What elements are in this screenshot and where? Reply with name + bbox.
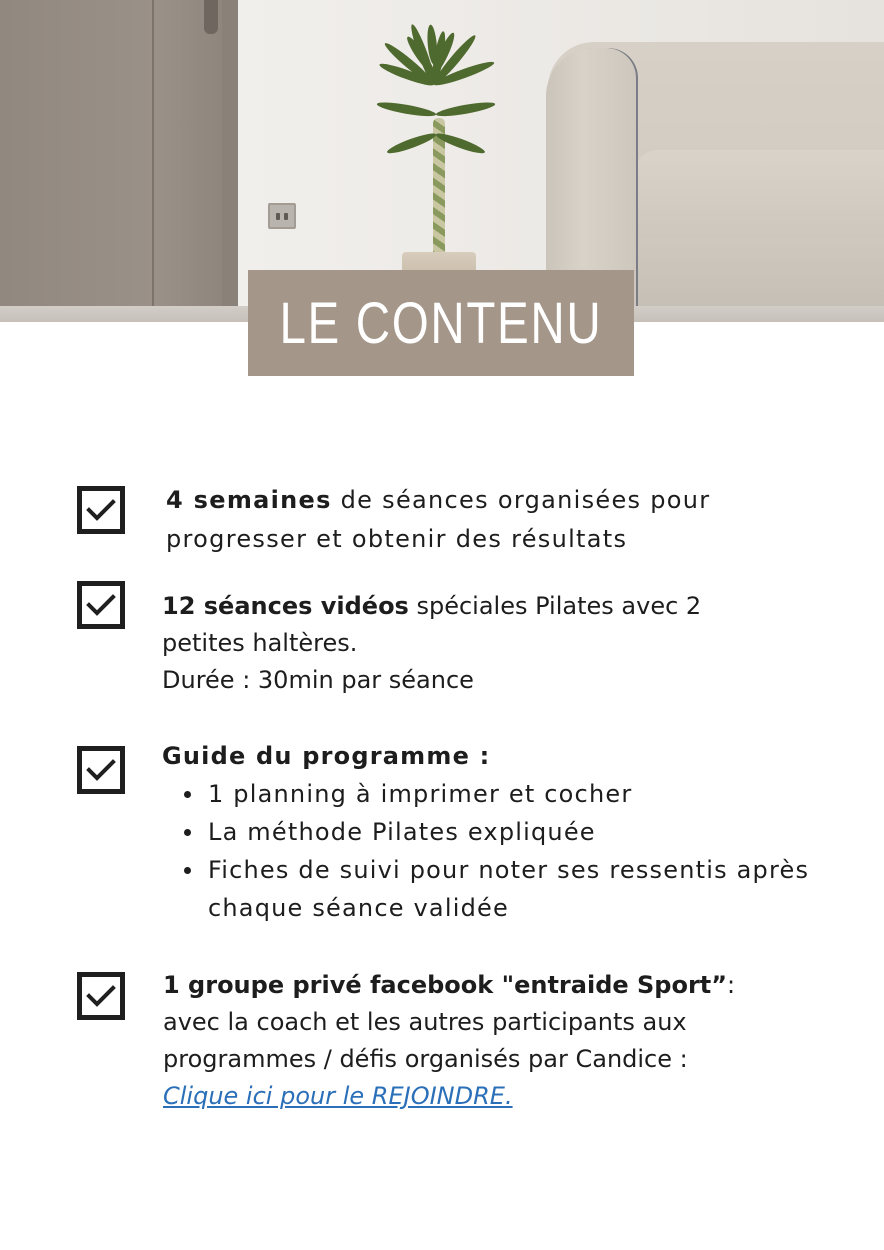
list-item: [166, 481, 846, 559]
item-heading: Guide du programme :: [162, 742, 491, 770]
list-item: [162, 737, 862, 927]
checkbox-checked-icon: [77, 581, 125, 629]
bullet-item: 1 planning à imprimer et cocher: [162, 775, 862, 813]
door-handle: [204, 0, 218, 34]
check-icon: [86, 758, 116, 782]
bullet-item: [162, 851, 862, 927]
item-text: petites haltères.: [162, 629, 358, 657]
check-icon: [86, 498, 116, 522]
checkbox-checked-icon: [77, 972, 125, 1020]
list-item: [162, 588, 802, 699]
list-item: [163, 967, 863, 1115]
door: [0, 0, 222, 308]
item-bold: 4 semaines: [166, 486, 332, 514]
item-bold: 1 groupe privé facebook "entraide Sport”: [163, 971, 728, 999]
item-text: progresser et obtenir des résultats: [166, 525, 628, 553]
item-text: spéciales Pilates avec 2: [408, 592, 702, 620]
bullet-text: Fiches de suivi pour noter ses ressentis après: [208, 856, 810, 884]
door-seam: [152, 0, 154, 308]
page-title: LE CONTENU: [279, 290, 603, 356]
sofa-seat: [634, 150, 884, 244]
bullet-text-cont: chaque séance validée: [208, 894, 509, 922]
check-icon: [86, 593, 116, 617]
item-text: avec la coach et les autres participants aux: [163, 1008, 687, 1036]
join-group-link[interactable]: Clique ici pour le REJOINDRE.: [163, 1082, 513, 1110]
item-text: programmes / défis organisés par Candice :: [163, 1045, 688, 1073]
check-icon: [86, 984, 116, 1008]
checkbox-checked-icon: [77, 486, 125, 534]
bullet-list: [162, 775, 862, 927]
item-text: :: [727, 971, 736, 999]
bullet-item: La méthode Pilates expliquée: [162, 813, 862, 851]
power-outlet: [268, 203, 296, 229]
checkbox-checked-icon: [77, 746, 125, 794]
title-banner: [248, 270, 634, 376]
item-text: Durée : 30min par séance: [162, 666, 474, 694]
item-text: de séances organisées pour: [331, 486, 711, 514]
item-bold: 12 séances vidéos: [162, 592, 409, 620]
plant-leaves: [364, 40, 514, 180]
